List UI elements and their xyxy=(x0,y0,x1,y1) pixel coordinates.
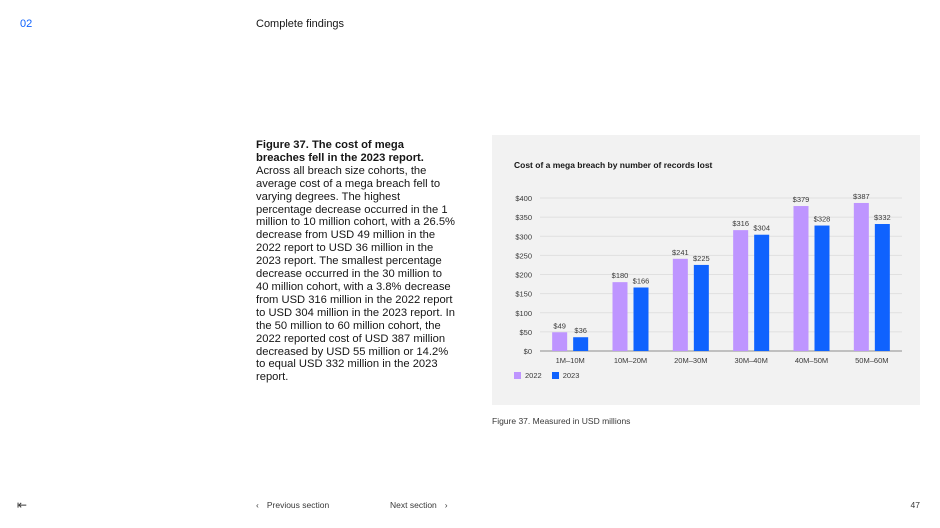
x-tick-label: 20M–30M xyxy=(674,356,708,365)
y-tick-label: $350 xyxy=(515,213,532,223)
data-label: $332 xyxy=(873,213,891,223)
bar-2022-3 xyxy=(733,230,748,351)
bar-2022-5 xyxy=(854,203,869,351)
bar-2023-1 xyxy=(634,288,649,351)
x-tick-label: 1M–10M xyxy=(555,356,585,365)
bar-2022-0 xyxy=(552,332,567,351)
figure-heading: Figure 37. The cost of mega breaches fell in the 2023 report. xyxy=(256,139,424,164)
bar-2023-5 xyxy=(875,224,890,351)
first-page-icon[interactable]: ⇤ xyxy=(17,498,28,512)
x-tick-label: 30M–40M xyxy=(734,356,768,365)
y-tick-label: $50 xyxy=(519,327,532,337)
y-tick-label: $250 xyxy=(515,251,532,261)
x-tick-label: 10M–20M xyxy=(613,356,648,365)
y-tick-label: $200 xyxy=(515,270,532,280)
figure-description xyxy=(256,139,456,384)
bar-2022-1 xyxy=(613,282,628,351)
legend-swatch-2023 xyxy=(552,372,559,379)
chevron-left-icon: ‹ xyxy=(256,500,259,510)
section-number: 02 xyxy=(20,18,33,30)
bar-2023-0 xyxy=(573,337,588,351)
chart-title: Cost of a mega breach by number of records lost xyxy=(514,160,713,170)
data-label: $241 xyxy=(671,247,689,257)
y-tick-label: $0 xyxy=(523,347,532,356)
data-label: $316 xyxy=(732,219,750,229)
x-tick-label: 40M–50M xyxy=(794,356,829,365)
bar-chart xyxy=(492,135,920,405)
y-tick-label: $300 xyxy=(515,232,532,242)
bar-2022-2 xyxy=(673,259,688,351)
y-tick-label: $150 xyxy=(515,289,532,299)
next-section-link[interactable] xyxy=(390,500,448,510)
legend-label-2022: 2022 xyxy=(525,371,542,380)
figure-body: Across all breach size cohorts, the average cost of a mega breach fell to varying degrees. The highest percentage decrease occurred in the 1 million to 10 million cohort, with a 26.5% decrease from USD 49 million in the 2022 report to USD 36 million in the 2023 report. The smallest percentage decrease occurred in the 30 million to 40 million cohort, with a 3.8% decrease from USD 316 million in the 2022 report to USD 304 million in the 2023 report. In the 50 million to 60 million cohort, the 2022 reported cost of USD 387 million decreased by USD 55 million or 14.2% to equal USD 332 million in the 2023 report. xyxy=(256,164,455,384)
section-title: Complete findings xyxy=(256,18,345,30)
page-number: 47 xyxy=(910,500,920,510)
previous-section-label: Previous section xyxy=(266,500,330,510)
next-section-label: Next section xyxy=(390,500,437,510)
data-label: $36 xyxy=(574,326,587,336)
data-label: $304 xyxy=(753,223,771,233)
legend-item-2022 xyxy=(514,371,542,380)
bar-2022-4 xyxy=(794,206,809,351)
data-label: $379 xyxy=(792,195,810,205)
data-label: $180 xyxy=(611,271,629,281)
x-tick-label: 50M–60M xyxy=(855,356,889,365)
previous-section-link[interactable] xyxy=(256,500,329,510)
y-tick-label: $400 xyxy=(515,194,532,203)
bar-2023-2 xyxy=(694,265,709,351)
bar-2023-3 xyxy=(754,235,769,351)
chart-legend xyxy=(514,371,579,380)
legend-item-2023 xyxy=(552,371,580,380)
chart-panel xyxy=(492,135,920,405)
y-tick-label: $100 xyxy=(515,308,532,318)
bar-2023-4 xyxy=(815,226,830,351)
data-label: $49 xyxy=(553,321,566,331)
legend-swatch-2022 xyxy=(514,372,521,379)
data-label: $225 xyxy=(692,253,710,263)
data-label: $166 xyxy=(632,276,650,286)
legend-label-2023: 2023 xyxy=(562,371,580,380)
data-label: $328 xyxy=(813,214,831,224)
chevron-right-icon: › xyxy=(444,500,448,510)
figure-caption: Figure 37. Measured in USD millions xyxy=(492,416,631,426)
data-label: $387 xyxy=(852,191,870,201)
